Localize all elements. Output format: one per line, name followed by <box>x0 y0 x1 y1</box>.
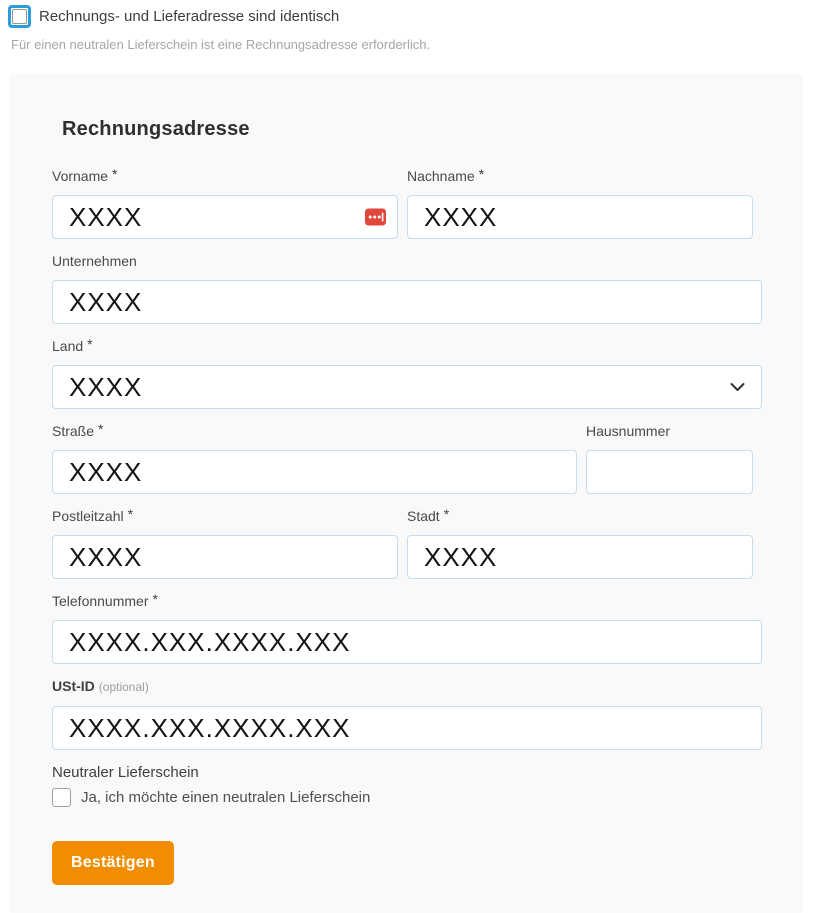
stadt-input[interactable] <box>407 535 753 579</box>
stadt-field <box>407 507 753 579</box>
land-select-value: XXXX <box>69 371 143 402</box>
billing-address-card <box>10 74 803 913</box>
hausnummer-label-text: Hausnummer <box>586 423 671 439</box>
page-title: Rechnungsadresse <box>62 118 250 140</box>
unternehmen-label <box>52 252 762 271</box>
city-row <box>52 507 753 579</box>
hausnummer-field <box>586 422 753 494</box>
required-asterisk: * <box>478 166 485 182</box>
password-autofill-icon[interactable] <box>365 209 386 226</box>
telefonnummer-field <box>52 592 762 664</box>
postleitzahl-field <box>52 507 398 579</box>
neutral-lieferschein-checkbox-label: Ja, ich möchte einen neutralen Lieferschein <box>81 789 371 806</box>
neutral-delivery-helper-text: Für einen neutralen Lieferschein ist eine Rechnungsadresse erforderlich. <box>11 37 431 52</box>
vorname-field <box>52 167 398 239</box>
required-asterisk: * <box>112 166 118 182</box>
hausnummer-input[interactable] <box>586 450 753 494</box>
stadt-label-text: Stadt <box>407 508 440 524</box>
land-label-text: Land <box>52 338 84 354</box>
required-asterisk: * <box>87 336 93 352</box>
strasse-label <box>52 422 577 441</box>
identical-address-row <box>8 5 805 28</box>
required-asterisk: * <box>443 506 450 522</box>
land-label <box>52 337 762 356</box>
required-asterisk: * <box>98 421 104 437</box>
vorname-input-wrap <box>52 195 398 239</box>
nachname-label-text: Nachname <box>407 168 475 184</box>
telefonnummer-label-text: Telefonnummer <box>52 593 149 609</box>
top-section <box>0 0 815 52</box>
postleitzahl-input[interactable] <box>52 535 398 579</box>
vorname-label <box>52 167 398 186</box>
chevron-down-icon <box>730 383 745 392</box>
neutral-lieferschein-section <box>52 763 762 807</box>
unternehmen-label-text: Unternehmen <box>52 253 137 269</box>
required-asterisk: * <box>127 506 134 522</box>
identical-address-label: Rechnungs- und Lieferadresse sind identisch <box>39 8 340 25</box>
ustid-input[interactable] <box>52 706 762 750</box>
nachname-label <box>407 167 753 186</box>
strasse-field <box>52 422 577 494</box>
optional-hint: (optional) <box>98 680 149 694</box>
land-select[interactable] <box>52 365 762 409</box>
ustid-field <box>52 677 762 750</box>
ustid-label-text: USt-ID <box>52 678 95 694</box>
postleitzahl-label <box>52 507 398 526</box>
land-field <box>52 337 762 409</box>
telefonnummer-label <box>52 592 762 611</box>
vorname-input[interactable] <box>52 195 398 239</box>
name-row <box>52 167 753 239</box>
postleitzahl-label-text: Postleitzahl <box>52 508 124 524</box>
checkbox-box <box>12 9 27 24</box>
stadt-label <box>407 507 753 526</box>
strasse-label-text: Straße <box>52 423 95 439</box>
ustid-label <box>52 677 762 697</box>
identical-address-checkbox[interactable] <box>8 5 31 28</box>
street-row <box>52 422 753 494</box>
nachname-field <box>407 167 753 239</box>
nachname-input[interactable] <box>407 195 753 239</box>
vorname-label-text: Vorname <box>52 168 109 184</box>
hausnummer-label <box>586 422 753 441</box>
neutral-lieferschein-row <box>52 788 762 807</box>
required-asterisk: * <box>152 591 158 607</box>
unternehmen-field <box>52 252 762 324</box>
telefonnummer-input[interactable] <box>52 620 762 664</box>
unternehmen-input[interactable] <box>52 280 762 324</box>
submit-button[interactable]: Bestätigen <box>52 841 174 885</box>
neutral-lieferschein-label: Neutraler Lieferschein <box>52 764 199 781</box>
neutral-lieferschein-checkbox[interactable] <box>52 788 71 807</box>
strasse-input[interactable] <box>52 450 577 494</box>
